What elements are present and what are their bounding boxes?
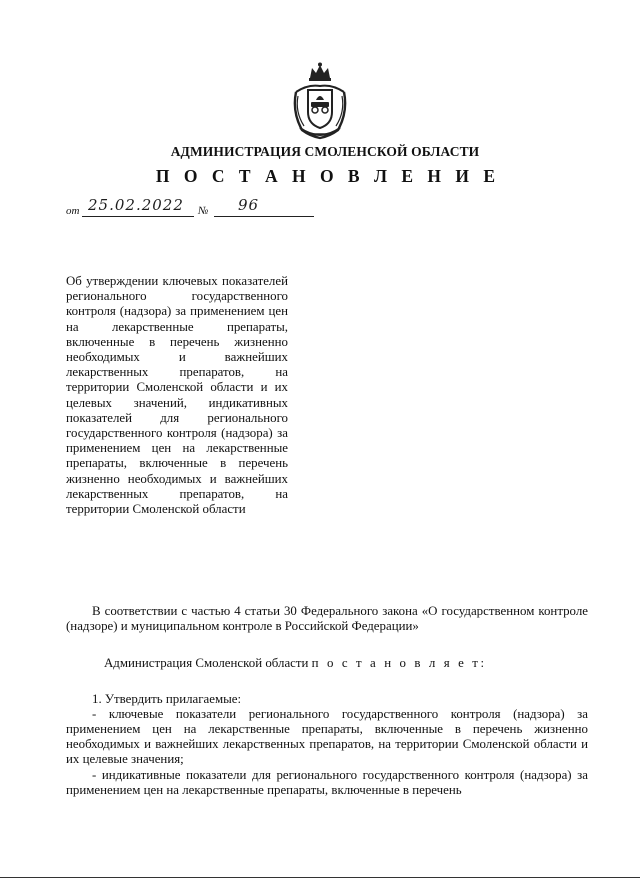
date-underline: [82, 216, 194, 217]
item-1-a: - ключевые показатели регионального государственного контроля (надзора) за применением цен на лекарственные препараты, включенные в перечень жизненно необходимых и важнейших лекарственных препаратов, на территории Смоленской области и их целевые значения;: [66, 706, 588, 767]
number-label: №: [198, 205, 209, 217]
coat-of-arms-icon: [288, 62, 352, 140]
item-1: 1. Утвердить прилагаемые:: [92, 691, 242, 706]
item-1-b: - индикативные показатели для регионального государственного контроля (надзора) за применением цен на лекарственные препараты, включенные в перечень: [66, 767, 588, 797]
resolves-paragraph: [66, 656, 588, 671]
handwritten-number: 96: [238, 196, 260, 214]
document-body: [66, 604, 588, 798]
document-type-title: П О С Т А Н О В Л Е Н И Е: [155, 166, 501, 186]
resolves-prefix: Администрация Смоленской области: [104, 656, 309, 671]
handwritten-date: 25.02.2022: [88, 196, 184, 214]
preamble-paragraph: В соответствии с частью 4 статьи 30 Федерального закона «О государственном контроле (надзоре) и муниципальном контроле в Российской Федерации»: [66, 604, 588, 634]
page-bottom-rule: [0, 877, 640, 878]
organization-title: АДМИНИСТРАЦИЯ СМОЛЕНСКОЙ ОБЛАСТИ: [170, 144, 480, 159]
number-underline: [214, 216, 314, 217]
date-number-line: [66, 196, 326, 220]
date-from-label: от: [66, 205, 80, 217]
document-subject: Об утверждении ключевых показателей регионального государственного контроля (надзора) за применением цен на лекарственные препараты, включенные в перечень жизненно необходимых и важнейших лекарственных препаратов, на территории Смоленской области и их целевых значений, индикативных показателей для регионального государственного контроля (надзора) за применением цен на лекарственные препараты, включенные в перечень жизненно необходимых и важнейших лекарственных препаратов, на территории Смоленской области: [66, 274, 288, 517]
resolves-word: п о с т а н о в л я е т:: [311, 656, 487, 671]
